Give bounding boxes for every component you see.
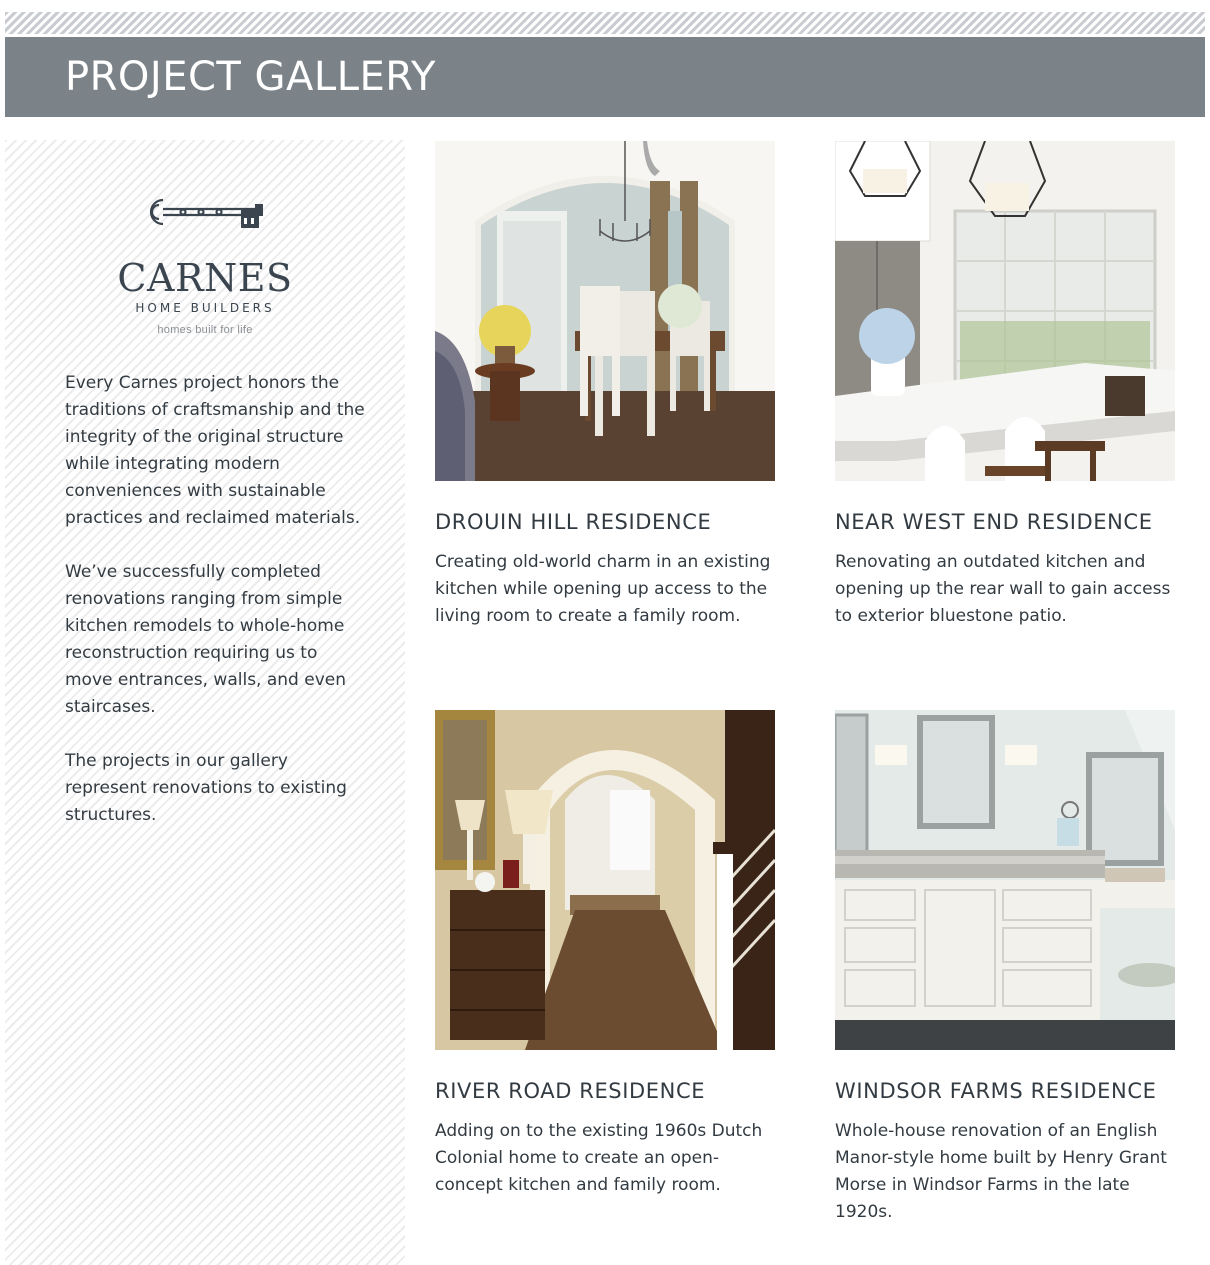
project-title[interactable]: WINDSOR FARMS RESIDENCE (835, 1079, 1157, 1103)
project-description: Whole-house renovation of an English Manor-style home built by Henry Grant Morse in Windsor Farms in the late 1920s. (835, 1121, 1167, 1222)
project-card-river-road[interactable] (435, 710, 775, 1195)
project-description: Creating old-world charm in an existing kitchen while opening up access to the living room to create a family room. (435, 552, 771, 626)
brand-tagline: homes built for life (157, 324, 253, 336)
intro-text (65, 370, 365, 856)
project-title[interactable]: NEAR WEST END RESIDENCE (835, 510, 1153, 534)
intro-paragraph: The projects in our gallery represent renovations to existing structures. (65, 751, 347, 825)
project-photo-dining-room[interactable] (435, 141, 775, 481)
brand-name: CARNES (117, 256, 293, 300)
project-photo-bathroom[interactable] (835, 710, 1175, 1050)
intro-paragraph: We’ve successfully completed renovations ranging from simple kitchen remodels to whole-home reconstruction requiring us to move entrances, walls, and even staircases. (65, 562, 347, 717)
project-photo-kitchen[interactable] (835, 141, 1175, 481)
decorative-stripe (5, 12, 1205, 34)
project-photo-hallway[interactable] (435, 710, 775, 1050)
company-logo[interactable] (115, 190, 295, 340)
intro-paragraph: Every Carnes project honors the traditions of craftsmanship and the integrity of the original structure while integrating modern conveniences with sustainable practices and reclaimed materials. (65, 373, 365, 528)
project-card-near-west-end[interactable] (835, 141, 1175, 626)
brand-subtitle: HOME BUILDERS (135, 301, 275, 315)
key-icon (145, 194, 269, 230)
project-title[interactable]: RIVER ROAD RESIDENCE (435, 1079, 706, 1103)
project-description: Adding on to the existing 1960s Dutch Colonial home to create an open-concept kitchen and family room. (435, 1121, 763, 1195)
project-card-windsor-farms[interactable] (835, 710, 1175, 1222)
project-card-drouin-hill[interactable] (435, 141, 775, 626)
project-description: Renovating an outdated kitchen and opening up the rear wall to gain access to exterior bluestone patio. (835, 552, 1171, 626)
project-title[interactable]: DROUIN HILL RESIDENCE (435, 510, 712, 534)
page-header (5, 37, 1205, 117)
page-title: PROJECT GALLERY (65, 54, 436, 100)
sidebar (5, 140, 405, 1265)
